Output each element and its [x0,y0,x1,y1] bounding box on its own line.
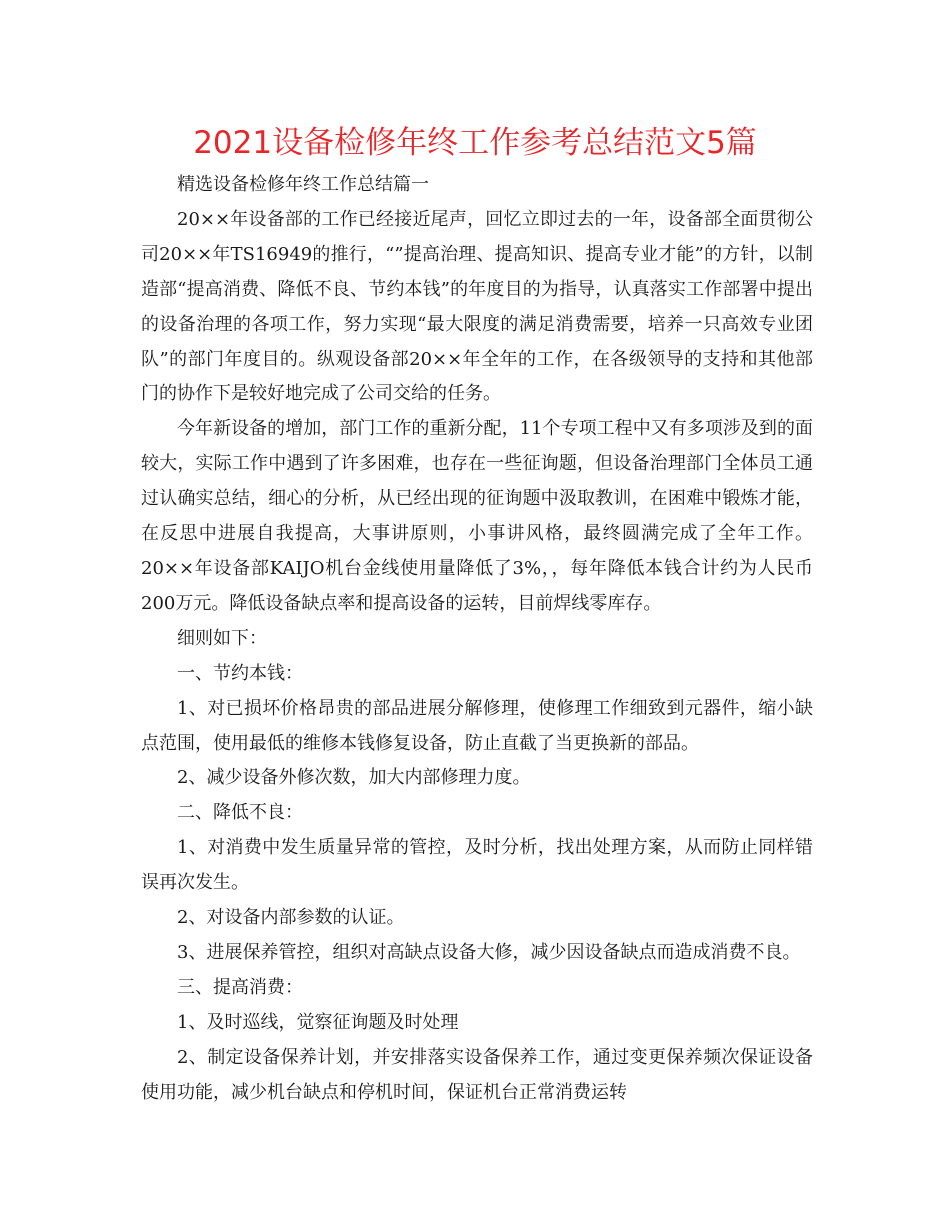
paragraph-cost-item-1: 1、对已损坏价格昂贵的部品进展分解修理，使修理工作细致到元器件，缩小缺点范围，使用最低的维修本钱修复设备，防止直截了当更换新的部品。 [141,697,813,754]
paragraph-production-item-1: 1、及时巡线，觉察征询题及时处理 [177,1011,459,1033]
paragraph-defects-item-1: 1、对消费中发生质量异常的管控，及时分析，找出处理方案，从而防止同样错误再次发生。 [141,837,813,894]
paragraph-details-heading: 细则如下： [177,627,267,649]
document-title: 2021设备检修年终工作参考总结范文5篇 [193,125,757,161]
paragraph-heading-defects: 二、降低不良： [177,802,303,824]
paragraph-summary: 今年新设备的增加，部门工作的重新分配，11个专项工程中又有多项涉及到的面较大，实际工作中遇到了许多困难，也存在一些征询题，但设备治理部门全体员工通过认确实总结，细心的分析，从已经出现的征询题中汲取教训，在困难中锻炼才能，在反思中进展自我提高，大事讲原则，小事讲风格，最终圆满完成了全年工作。20××年设备部KAIJO机台金线使用量降低了3%，，每年降低本钱合计约为人民币200万元。降低设备缺点率和提高设备的运转，目前焊线零库存。 [141,418,813,614]
paragraph-defects-item-3: 3、进展保养管控，组织对高缺点设备大修，减少因设备缺点而造成消费不良。 [177,941,801,963]
paragraph-intro: 20××年设备部的工作已经接近尾声，回忆立即过去的一年，设备部全面贯彻公司20××年TS16949的推行，“”提高治理、提高知识、提高专业才能”的方针，以制造部“提高消费、降低不良、节约本钱”的年度目的为指导，认真落实工作部署中提出的设备治理的各项工作，努力实现“最大限度的满足消费需要，培养一只高效专业团队”的部门年度目的。纵观设备部20××年全年的工作，在各级领导的支持和其他部门的协作下是较好地完成了公司交给的任务。 [141,208,813,405]
paragraph-production-item-2: 2、制定设备保养计划，并安排落实设备保养工作，通过变更保养频次保证设备使用功能，减少机台缺点和停机时间，保证机台正常消费运转 [141,1046,813,1103]
paragraph-defects-item-2: 2、对设备内部参数的认证。 [177,907,405,929]
paragraph-section-heading: 精选设备检修年终工作总结篇一 [177,174,429,195]
document-body [141,168,813,1110]
paragraph-heading-production: 三、提高消费： [177,976,303,998]
paragraph-cost-item-2: 2、减少设备外修次数，加大内部修理力度。 [177,767,531,789]
paragraph-heading-cost: 一、节约本钱： [177,662,303,684]
